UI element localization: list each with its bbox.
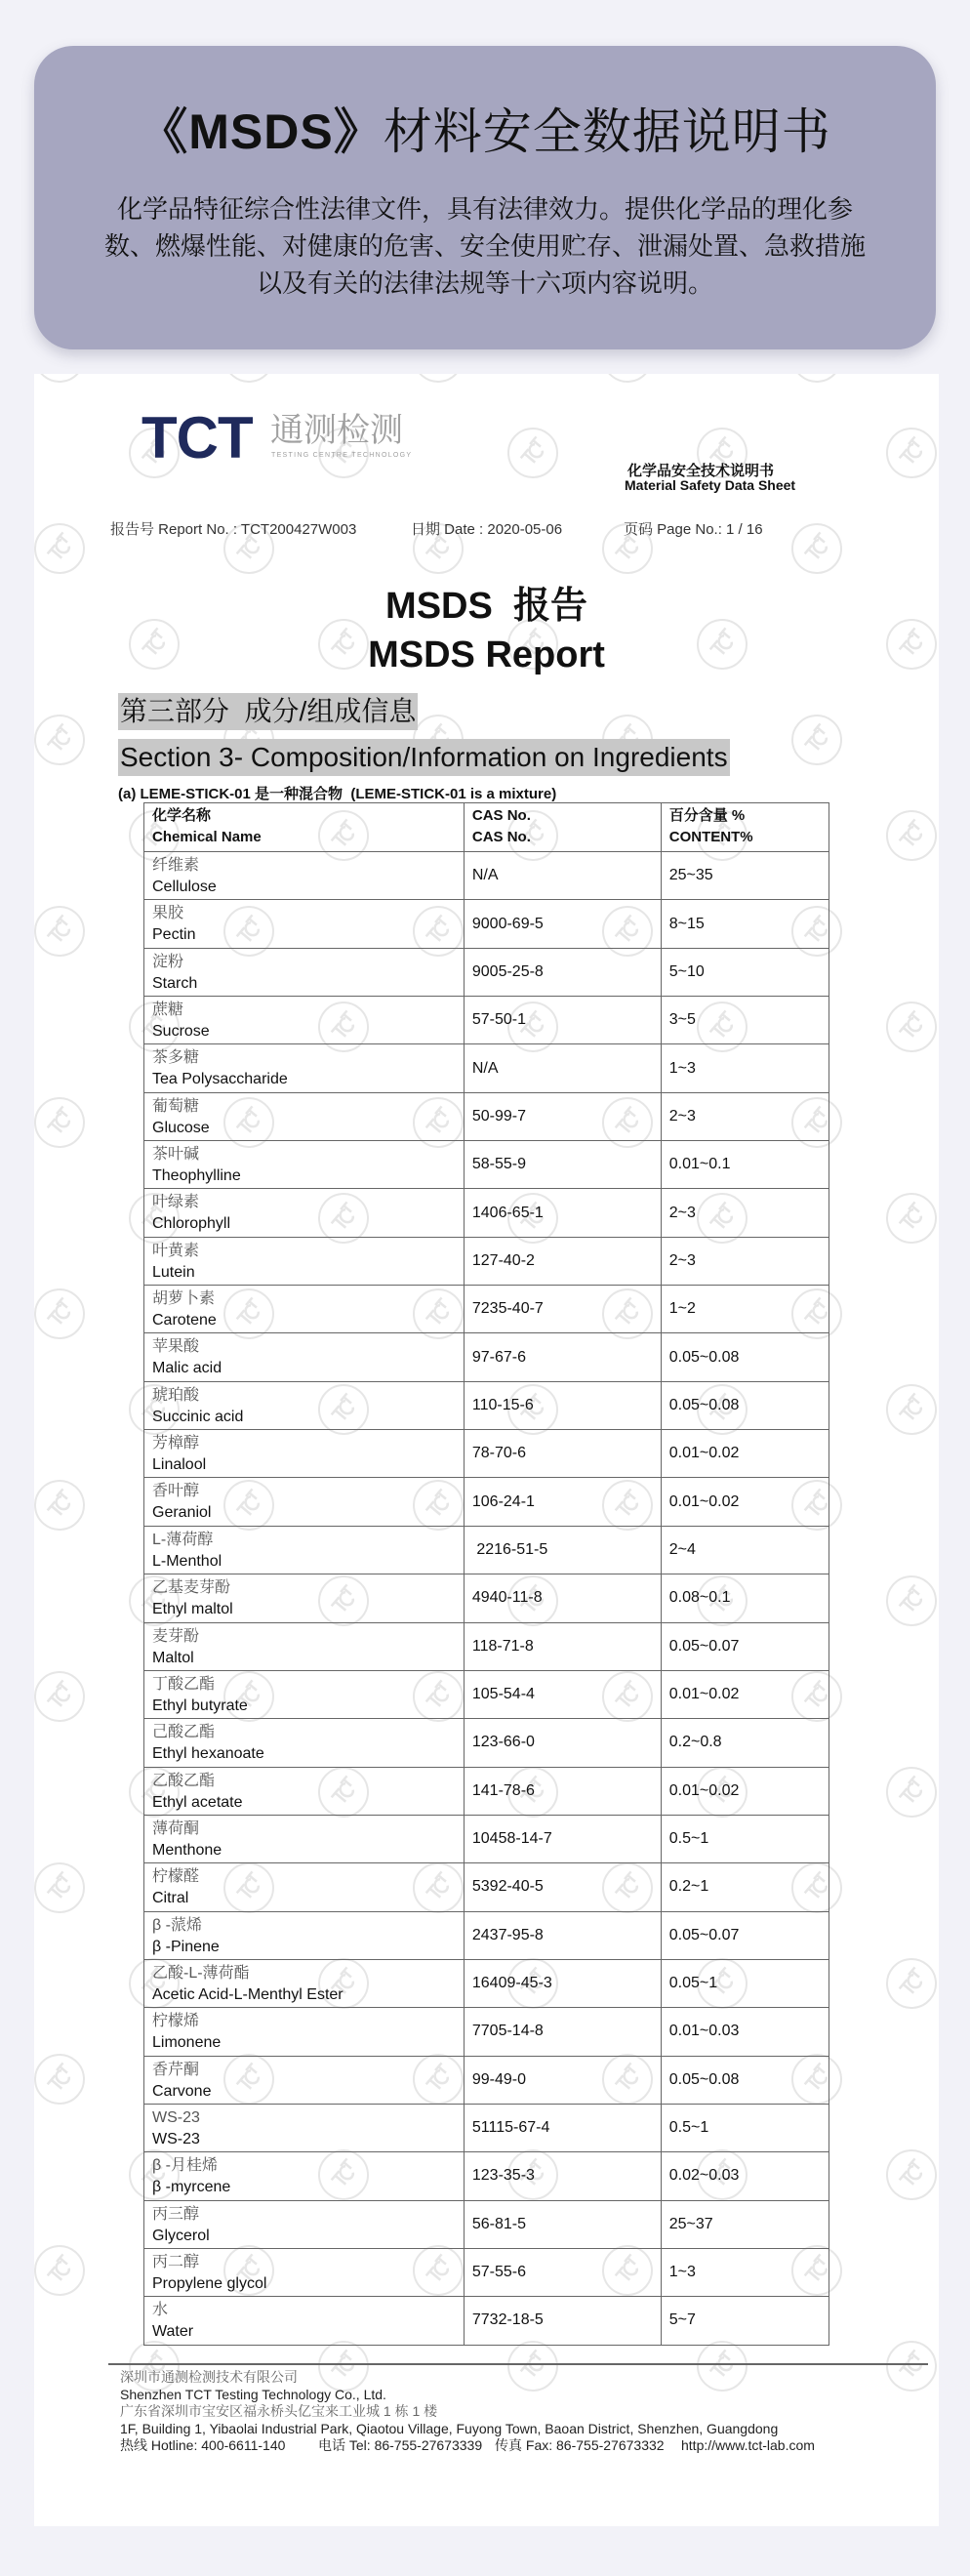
table-row <box>144 2104 829 2151</box>
chemical-name-cell <box>144 1381 465 1429</box>
tct-watermark-icon <box>34 1095 87 1150</box>
chemical-name-cell <box>144 2008 465 2056</box>
header-en: CONTENT% <box>668 829 753 845</box>
chemical-name-en: Theophylline <box>152 1167 241 1185</box>
table-row <box>144 2152 829 2200</box>
banner-title <box>34 93 936 163</box>
cas-number-cell: 78-70-6 <box>464 1430 661 1478</box>
chemical-name-en: Chlorophyll <box>152 1215 231 1233</box>
page-number: 页码 Page No.: 1 / 16 <box>624 521 763 538</box>
content-percent-cell: 8~15 <box>661 900 829 948</box>
tct-watermark-icon <box>411 374 465 385</box>
chemical-name-cell <box>144 1767 465 1815</box>
table-row <box>144 1141 829 1189</box>
chemical-name-cn: 丁酸乙酯 <box>152 1675 216 1693</box>
chemical-name-en: Linalool <box>152 1456 207 1474</box>
tct-watermark-icon <box>884 426 939 480</box>
chemical-name-cell <box>144 2297 465 2345</box>
chemical-name-en: Succinic acid <box>152 1408 244 1425</box>
content-percent-cell: 0.02~0.03 <box>661 2152 829 2200</box>
tct-watermark-icon <box>789 713 844 767</box>
chemical-name-en: Ethyl hexanoate <box>152 1745 264 1763</box>
chemical-name-cell <box>144 1141 465 1189</box>
chemical-name-cn: 水 <box>152 2302 169 2319</box>
cas-number-cell: 2437-95-8 <box>464 1911 661 1959</box>
chemical-name-en: Ethyl maltol <box>152 1601 233 1618</box>
content-percent-cell: 0.05~0.08 <box>661 1333 829 1381</box>
table-row <box>144 997 829 1044</box>
chemical-name-cn: 纤维素 <box>152 857 200 874</box>
header-content <box>661 803 829 852</box>
chemical-name-cn: β -蒎烯 <box>152 1916 202 1934</box>
content-percent-cell: 2~3 <box>661 1237 829 1285</box>
chemical-name-en: Starch <box>152 974 198 992</box>
content-percent-cell: 0.05~0.07 <box>661 1622 829 1670</box>
table-row <box>144 1189 829 1237</box>
doc-type-en: Material Safety Data Sheet <box>625 477 796 493</box>
table-row <box>144 1237 829 1285</box>
chemical-name-cell <box>144 1430 465 1478</box>
chemical-name-cn: 果胶 <box>152 905 184 922</box>
chemical-name-cell <box>144 2200 465 2248</box>
table-row <box>144 2008 829 2056</box>
chemical-name-cell <box>144 1959 465 2007</box>
content-percent-cell: 1~2 <box>661 1286 829 1333</box>
report-date: 日期 Date : 2020-05-06 <box>411 521 563 538</box>
footer-divider <box>108 2363 928 2365</box>
chemical-name-cn: 琥珀酸 <box>152 1386 200 1404</box>
composition-table <box>143 802 829 2346</box>
cas-number-cell: 56-81-5 <box>464 2200 661 2248</box>
table-row <box>144 1863 829 1911</box>
table-row <box>144 2200 829 2248</box>
tct-watermark-icon <box>789 521 844 576</box>
chemical-name-en: β -myrcene <box>152 2179 231 2196</box>
chemical-name-en: Malic acid <box>152 1360 222 1377</box>
table-row <box>144 1815 829 1862</box>
chemical-name-cell <box>144 1622 465 1670</box>
table-row <box>144 1574 829 1622</box>
table-row <box>144 1911 829 1959</box>
footer-tel: 电话 Tel: 86-755-27673339 <box>318 2437 483 2453</box>
cas-number-cell: 57-55-6 <box>464 2248 661 2296</box>
tct-watermark-icon <box>884 808 939 863</box>
chemical-name-cn: 柠檬醛 <box>152 1868 200 1886</box>
chemical-name-en: Sucrose <box>152 1023 210 1041</box>
chemical-name-cell <box>144 900 465 948</box>
tct-watermark-icon <box>884 1382 939 1437</box>
chemical-name-cell <box>144 948 465 996</box>
content-percent-cell: 0.01~0.02 <box>661 1430 829 1478</box>
footer-company-cn: 深圳市通测检测技术有限公司 <box>120 2369 298 2385</box>
chemical-name-cell <box>144 1044 465 1092</box>
report-title-cn: MSDS 报告 <box>385 586 587 627</box>
chemical-name-cn: 薄荷酮 <box>152 1820 200 1837</box>
chemical-name-cn: 胡萝卜素 <box>152 1290 216 1308</box>
chemical-name-cell <box>144 1670 465 1718</box>
table-row <box>144 852 829 900</box>
chemical-name-en: Carvone <box>152 2082 212 2100</box>
content-percent-cell: 0.05~0.08 <box>661 1381 829 1429</box>
footer-website[interactable]: http://www.tct-lab.com <box>681 2437 815 2453</box>
chemical-name-en: Lutein <box>152 1263 195 1281</box>
chemical-name-cell <box>144 2152 465 2200</box>
content-percent-cell: 2~4 <box>661 1526 829 1574</box>
chemical-name-cn: 乙基麦芽酚 <box>152 1579 231 1597</box>
chemical-name-cell <box>144 1286 465 1333</box>
tct-watermark-icon <box>884 1956 939 2011</box>
content-percent-cell: 0.2~0.8 <box>661 1719 829 1767</box>
tct-watermark-icon <box>884 1191 939 1246</box>
chemical-name-cell <box>144 1237 465 1285</box>
chemical-name-cn: 香叶醇 <box>152 1483 200 1500</box>
cas-number-cell: 2216-51-5 <box>464 1526 661 1574</box>
cas-number-cell: 4940-11-8 <box>464 1574 661 1622</box>
chemical-name-en: Maltol <box>152 1649 194 1666</box>
tct-watermark-icon <box>34 713 87 767</box>
tct-logo-cn: 通测检测 <box>270 412 403 449</box>
chemical-name-en: Glycerol <box>152 2227 210 2244</box>
content-percent-cell: 0.01~0.02 <box>661 1670 829 1718</box>
table-row <box>144 1381 829 1429</box>
chemical-name-en: Citral <box>152 1890 189 1907</box>
tct-watermark-icon <box>695 2339 749 2393</box>
cas-number-cell: N/A <box>464 852 661 900</box>
tct-watermark-icon <box>34 2243 87 2298</box>
banner-description: 化学品特征综合性法律文件，具有法律效力。提供化学品的理化参数、燃爆性能、对健康的危害、安全使用贮存、泄漏处置、急救措施以及有关的法律法规等十六项内容说明。 <box>103 194 866 298</box>
chemical-name-cell <box>144 1911 465 1959</box>
header-cn: 化学名称 <box>152 807 212 824</box>
cas-number-cell: 9005-25-8 <box>464 948 661 996</box>
tct-watermark-icon <box>600 374 655 385</box>
msds-document-page <box>34 374 939 2526</box>
tct-logo-mark: TCT <box>141 405 253 470</box>
banner-title-msds: 《MSDS》 <box>139 104 384 159</box>
cas-number-cell: 106-24-1 <box>464 1478 661 1526</box>
content-percent-cell: 0.01~0.02 <box>661 1478 829 1526</box>
table-row <box>144 2056 829 2104</box>
chemical-name-en: Water <box>152 2323 194 2341</box>
chemical-name-cell <box>144 2104 465 2151</box>
doc-type-cn: 化学品安全技术说明书 <box>627 463 775 479</box>
chemical-name-en: Limonene <box>152 2034 222 2052</box>
cas-number-cell: 7705-14-8 <box>464 2008 661 2056</box>
tct-watermark-icon <box>884 1574 939 1628</box>
chemical-name-en: Ethyl butyrate <box>152 1697 248 1714</box>
tct-watermark-icon <box>505 2339 560 2393</box>
tct-watermark-icon <box>884 1000 939 1054</box>
section-heading-cn: 第三部分 成分/组成信息 <box>118 693 418 730</box>
content-percent-cell: 25~37 <box>661 2200 829 2248</box>
report-number: 报告号 Report No. : TCT200427W003 <box>110 521 357 538</box>
cas-number-cell: 99-49-0 <box>464 2056 661 2104</box>
header-cas <box>464 803 661 852</box>
cas-number-cell: 118-71-8 <box>464 1622 661 1670</box>
chemical-name-cn: 茶多糖 <box>152 1049 200 1067</box>
content-percent-cell: 0.05~0.08 <box>661 2056 829 2104</box>
content-percent-cell: 0.08~0.1 <box>661 1574 829 1622</box>
table-header-row <box>144 803 829 852</box>
cas-number-cell: 16409-45-3 <box>464 1959 661 2007</box>
chemical-name-cell <box>144 1526 465 1574</box>
chemical-name-cn: 丙二醇 <box>152 2253 200 2270</box>
chemical-name-en: WS-23 <box>152 2130 200 2147</box>
footer-address-en: 1F, Building 1, Yibaolai Industrial Park, Qiaotou Village, Fuyong Town, Baoan District, Shenzhen, Guangdong <box>120 2421 779 2436</box>
mixture-note: (a) LEME-STICK-01 是一种混合物 (LEME-STICK-01 is a mixture) <box>118 786 557 802</box>
tct-watermark-icon <box>884 1765 939 1820</box>
chemical-name-en: Glucose <box>152 1119 210 1136</box>
chemical-name-cn: 叶黄素 <box>152 1242 200 1259</box>
tct-watermark-icon <box>34 1478 87 1533</box>
chemical-name-cn: 麦芽酚 <box>152 1627 200 1645</box>
cas-number-cell: 51115-67-4 <box>464 2104 661 2151</box>
tct-watermark-icon <box>34 904 87 959</box>
chemical-name-cn: 蔗糖 <box>152 1002 184 1019</box>
tct-watermark-icon <box>34 1669 87 1724</box>
chemical-name-cn: 乙酸乙酯 <box>152 1772 216 1789</box>
chemical-name-cn: 茶叶碱 <box>152 1146 200 1164</box>
chemical-name-cn: 叶绿素 <box>152 1194 200 1211</box>
table-row <box>144 1719 829 1767</box>
content-percent-cell: 25~35 <box>661 852 829 900</box>
chemical-name-cn: 淀粉 <box>152 953 184 970</box>
tct-watermark-icon <box>884 2147 939 2202</box>
table-row <box>144 1286 829 1333</box>
content-percent-cell: 0.01~0.02 <box>661 1767 829 1815</box>
chemical-name-en: Tea Polysaccharide <box>152 1071 288 1088</box>
content-percent-cell: 0.5~1 <box>661 1815 829 1862</box>
chemical-name-en: Carotene <box>152 1312 217 1329</box>
table-row <box>144 1478 829 1526</box>
content-percent-cell: 3~5 <box>661 997 829 1044</box>
chemical-name-cell <box>144 2248 465 2296</box>
footer-company-en: Shenzhen TCT Testing Technology Co., Ltd. <box>120 2387 386 2402</box>
chemical-name-en: Pectin <box>152 926 196 944</box>
tct-watermark-icon <box>34 1860 87 1915</box>
cas-number-cell: 141-78-6 <box>464 1767 661 1815</box>
chemical-name-cn: WS-23 <box>152 2108 200 2126</box>
cas-number-cell: 1406-65-1 <box>464 1189 661 1237</box>
chemical-name-en: Ethyl acetate <box>152 1793 243 1811</box>
chemical-name-cell <box>144 1189 465 1237</box>
chemical-name-cn: 己酸乙酯 <box>152 1724 216 1741</box>
tct-watermark-icon <box>34 1287 87 1341</box>
chemical-name-en: Geraniol <box>152 1504 212 1522</box>
chemical-name-cell <box>144 1719 465 1767</box>
chemical-name-cell <box>144 2056 465 2104</box>
table-row <box>144 1959 829 2007</box>
content-percent-cell: 0.01~0.1 <box>661 1141 829 1189</box>
chemical-name-cell <box>144 997 465 1044</box>
content-percent-cell: 0.05~1 <box>661 1959 829 2007</box>
cas-number-cell: 50-99-7 <box>464 1092 661 1140</box>
chemical-name-cn: 苹果酸 <box>152 1338 200 1356</box>
table-row <box>144 900 829 948</box>
chemical-name-cell <box>144 1333 465 1381</box>
cas-number-cell: 7235-40-7 <box>464 1286 661 1333</box>
cas-number-cell: 58-55-9 <box>464 1141 661 1189</box>
chemical-name-en: Acetic Acid-L-Menthyl Ester <box>152 1985 344 2003</box>
tct-watermark-icon <box>34 521 87 576</box>
tct-watermark-icon <box>789 374 844 385</box>
chemical-name-cell <box>144 1478 465 1526</box>
cas-number-cell: 5392-40-5 <box>464 1863 661 1911</box>
tct-watermark-icon <box>316 2339 371 2393</box>
cas-number-cell: 97-67-6 <box>464 1333 661 1381</box>
cas-number-cell: 123-66-0 <box>464 1719 661 1767</box>
header-en: Chemical Name <box>152 829 262 845</box>
cas-number-cell: 9000-69-5 <box>464 900 661 948</box>
chemical-name-cn: β -月桂烯 <box>152 2157 218 2175</box>
table-row <box>144 1092 829 1140</box>
content-percent-cell: 5~7 <box>661 2297 829 2345</box>
content-percent-cell: 1~3 <box>661 1044 829 1092</box>
cas-number-cell: 127-40-2 <box>464 1237 661 1285</box>
header-cn: 百分含量 % <box>668 807 746 824</box>
table-row <box>144 1526 829 1574</box>
table-row <box>144 2297 829 2345</box>
tct-watermark-icon <box>222 374 276 385</box>
chemical-name-cell <box>144 1815 465 1862</box>
content-percent-cell: 2~3 <box>661 1189 829 1237</box>
footer-fax: 传真 Fax: 86-755-27673332 <box>495 2437 665 2453</box>
table-row <box>144 2248 829 2296</box>
chemical-name-en: Cellulose <box>152 879 217 895</box>
cas-number-cell: 7732-18-5 <box>464 2297 661 2345</box>
chemical-name-en: Propylene glycol <box>152 2274 267 2292</box>
intro-banner <box>34 46 936 349</box>
cas-number-cell: 10458-14-7 <box>464 1815 661 1862</box>
header-en: CAS No. <box>471 829 531 845</box>
tct-logo-en: TESTING CENTRE TECHNOLOGY <box>271 452 413 459</box>
footer-hotline: 热线 Hotline: 400-6611-140 <box>120 2437 286 2453</box>
table-row <box>144 1430 829 1478</box>
tct-watermark-icon <box>34 374 87 385</box>
content-percent-cell: 2~3 <box>661 1092 829 1140</box>
tct-watermark-icon <box>884 2339 939 2393</box>
cas-number-cell: 105-54-4 <box>464 1670 661 1718</box>
chemical-name-cn: 葡萄糖 <box>152 1097 200 1115</box>
chemical-name-en: β -Pinene <box>152 1938 220 1955</box>
tct-watermark-icon <box>34 2052 87 2106</box>
cas-number-cell: 110-15-6 <box>464 1381 661 1429</box>
table-row <box>144 1622 829 1670</box>
chemical-name-cell <box>144 1574 465 1622</box>
content-percent-cell: 5~10 <box>661 948 829 996</box>
content-percent-cell: 0.05~0.07 <box>661 1911 829 1959</box>
chemical-name-en: Menthone <box>152 1841 222 1859</box>
chemical-name-cn: 柠檬烯 <box>152 2013 200 2030</box>
footer-address-cn: 广东省深圳市宝安区福永桥头亿宝来工业城 1 栋 1 楼 <box>120 2403 438 2419</box>
tct-watermark-icon <box>505 426 560 480</box>
section-heading-en: Section 3- Composition/Information on Ingredients <box>118 739 730 776</box>
content-percent-cell: 0.5~1 <box>661 2104 829 2151</box>
chemical-name-cn: 芳樟醇 <box>152 1435 200 1452</box>
header-chemical-name <box>144 803 465 852</box>
content-percent-cell: 0.01~0.03 <box>661 2008 829 2056</box>
table-row <box>144 1044 829 1092</box>
chemical-name-cell <box>144 852 465 900</box>
table-row <box>144 1670 829 1718</box>
header-cn: CAS No. <box>471 807 531 824</box>
report-title-en: MSDS Report <box>368 634 605 675</box>
banner-title-rest: 材料安全数据说明书 <box>383 104 831 159</box>
cas-number-cell: 123-35-3 <box>464 2152 661 2200</box>
chemical-name-cn: 乙酸-L-薄荷酯 <box>152 1964 250 1982</box>
table-row <box>144 1767 829 1815</box>
chemical-name-cell <box>144 1863 465 1911</box>
chemical-name-cn: L-薄荷醇 <box>152 1531 214 1548</box>
chemical-name-cn: 丙三醇 <box>152 2205 200 2223</box>
table-row <box>144 1333 829 1381</box>
content-percent-cell: 0.2~1 <box>661 1863 829 1911</box>
chemical-name-cn: 香芹酮 <box>152 2061 200 2078</box>
content-percent-cell: 1~3 <box>661 2248 829 2296</box>
table-row <box>144 948 829 996</box>
chemical-name-en: L-Menthol <box>152 1552 222 1570</box>
cas-number-cell: N/A <box>464 1044 661 1092</box>
chemical-name-cell <box>144 1092 465 1140</box>
cas-number-cell: 57-50-1 <box>464 997 661 1044</box>
